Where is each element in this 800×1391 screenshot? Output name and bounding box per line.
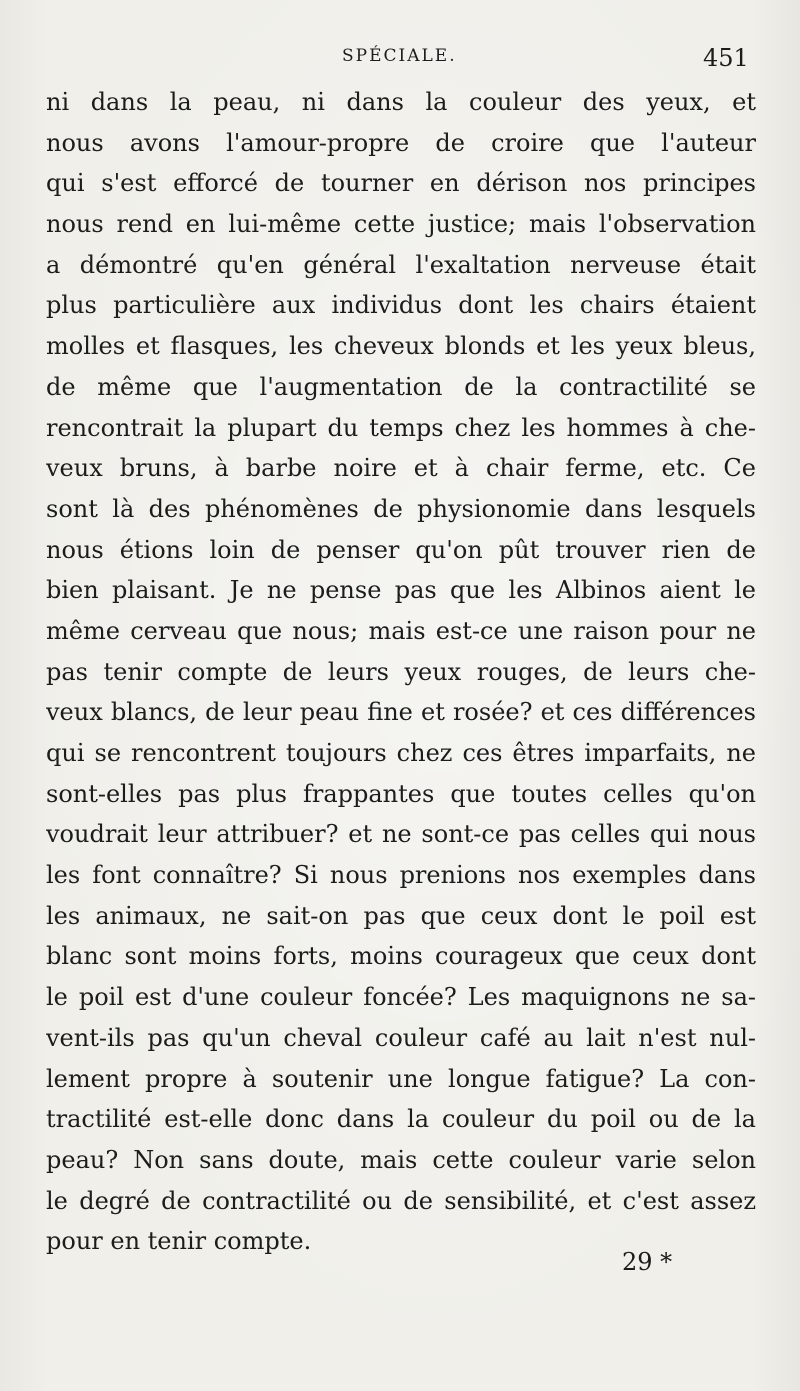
text-line: a démontré qu'en général l'exaltation nerveuse était — [46, 250, 756, 279]
text-line: lement propre à soutenir une longue fatigue? La con- — [46, 1064, 756, 1093]
body-text — [46, 82, 756, 1262]
text-line: les animaux, ne sait-on pas que ceux dont le poil est — [46, 901, 756, 930]
signature-mark: 29 * — [622, 1248, 673, 1276]
text-line: molles et flasques, les cheveux blonds et les yeux bleus, — [46, 332, 756, 361]
text-line: qui se rencontrent toujours chez ces êtres imparfaits, ne — [46, 739, 756, 767]
text-line: sont-elles pas plus frappantes que toutes celles qu'on — [46, 779, 756, 808]
text-line: veux bruns, à barbe noire et à chair ferme, etc. Ce — [46, 454, 756, 483]
text-line: tractilité est-elle donc dans la couleur du poil ou de la — [46, 1105, 756, 1134]
text-line: rencontrait la plupart du temps chez les hommes à che- — [46, 413, 756, 442]
text-line: plus particulière aux individus dont les chairs étaient — [46, 291, 756, 320]
text-line: les font connaître? Si nous prenions nos exemples dans — [46, 861, 756, 890]
text-line: pas tenir compte de leurs yeux rouges, de leurs che- — [46, 657, 756, 686]
text-line: qui s'est efforcé de tourner en dérison nos principes — [46, 169, 756, 198]
text-line: même cerveau que nous; mais est-ce une raison pour ne — [46, 616, 756, 645]
text-line: ni dans la peau, ni dans la couleur des yeux, et — [46, 88, 756, 116]
text-line: de même que l'augmentation de la contractilité se — [46, 372, 756, 401]
text-line: veux blancs, de leur peau fine et rosée? et ces différences — [46, 698, 756, 727]
text-line-last: pour en tenir compte. — [46, 1227, 312, 1256]
text-line: peau? Non sans doute, mais cette couleur varie selon — [46, 1145, 756, 1174]
running-title: SPÉCIALE. — [342, 46, 457, 66]
running-header — [0, 44, 800, 74]
text-line: nous rend en lui-même cette justice; mais l'observation — [46, 210, 756, 239]
text-line: voudrait leur attribuer? et ne sont-ce pas celles qui nous — [46, 820, 756, 849]
page-number: 451 — [703, 44, 749, 72]
text-line: nous avons l'amour-propre de croire que l'auteur — [46, 128, 756, 157]
text-line: le poil est d'une couleur foncée? Les maquignons ne sa- — [46, 983, 756, 1012]
text-line: vent-ils pas qu'un cheval couleur café au lait n'est nul- — [46, 1023, 756, 1052]
text-line: bien plaisant. Je ne pense pas que les Albinos aient le — [46, 576, 756, 605]
text-line: le degré de contractilité ou de sensibilité, et c'est assez — [46, 1186, 756, 1215]
text-line: sont là des phénomènes de physionomie dans lesquels — [46, 494, 756, 523]
text-line: nous étions loin de penser qu'on pût trouver rien de — [46, 535, 756, 564]
text-line: blanc sont moins forts, moins courageux que ceux dont — [46, 942, 756, 971]
